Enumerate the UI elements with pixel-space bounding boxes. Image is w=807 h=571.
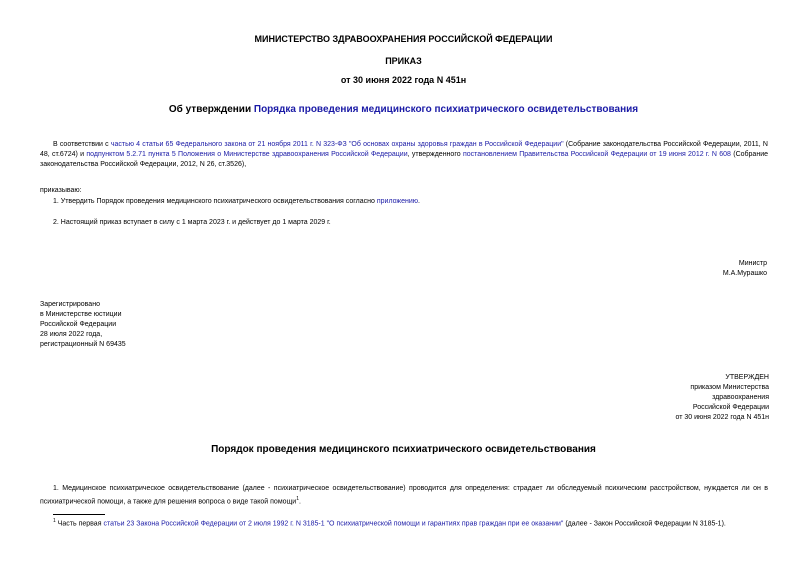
preamble-text-3: , утвержденного (407, 151, 463, 158)
preamble-text-1: В соответствии с (53, 141, 111, 148)
signer-name: М.А.Мурашко (722, 270, 767, 277)
ministry-title: МИНИСТЕРСТВО ЗДРАВООХРАНЕНИЯ РОССИЙСКОЙ ФЕДЕРАЦИИ (254, 34, 553, 44)
footnote-mark: 1 (53, 518, 56, 524)
order-word: приказываю: (40, 187, 82, 194)
preamble-text-2: (Собрание законодательства Российской Федерации, 2011, N 48, ст.6724) и (40, 141, 768, 158)
procedure-paragraph-1-end: . (298, 498, 301, 506)
approval-line-2: приказом Министерства (690, 384, 769, 391)
signer-title: Министр (738, 260, 767, 267)
order-item-1-text: 1. Утвердить Порядок проведения медицинского психиатрического освидетельствования согласно (53, 198, 377, 205)
preamble-link-resolution-608[interactable]: постановлением Правительства Российской Федерации от 19 июня 2012 г. N 608 (462, 151, 731, 158)
order-procedure-title: Порядок проведения медицинского психиатрического освидетельствования (211, 444, 596, 455)
footnote-text-2: (далее - Закон Российской Федерации N 3185-1). (563, 520, 726, 528)
approval-block (569, 373, 769, 423)
order-item-1 (53, 197, 420, 207)
approval-line-1: УТВЕРЖДЕН (725, 374, 769, 381)
approval-line-3: здравоохранения (712, 394, 769, 401)
registration-block (40, 300, 240, 350)
doc-subject-prefix: Об утверждении (168, 104, 254, 115)
preamble-text-4: (Собрание законодательства Российской Федерации, 2012, N 26, ст.3526), (40, 151, 768, 168)
footnote-divider (53, 514, 105, 515)
doc-date-number: от 30 июня 2022 года N 451н (340, 75, 467, 85)
preamble-paragraph (40, 140, 768, 170)
footnote-ref[interactable]: 1 (296, 496, 299, 502)
preamble-link-regulation[interactable]: подпунктом 5.2.71 пункта 5 Положения о Министерстве здравоохранения Российской Федерации (86, 151, 408, 158)
registration-line-3: Российской Федерации (40, 321, 117, 328)
registration-line-1: Зарегистрировано (40, 301, 100, 308)
approval-line-4: Российской Федерации (692, 404, 769, 411)
preamble-link-law-323[interactable]: частью 4 статьи 65 Федерального закона от 21 ноября 2011 г. N 323-ФЗ "Об основах охраны здоровья граждан в Российской Федерации" (110, 141, 564, 148)
procedure-paragraph-1-text: 1. Медицинское психиатрическое освидетельствование (далее - психиатрическое освидетельствование) проводится для определения: страдает ли обследуемый психическим расстройством, нуждается ли он в психиатрической помощи, а также для решения вопроса о виде такой помощи (40, 485, 768, 506)
registration-line-2: в Министерстве юстиции (40, 311, 122, 318)
doc-subject-link[interactable]: Порядка проведения медицинского психиатрического освидетельствования (253, 104, 639, 115)
registration-line-5: регистрационный N 69435 (40, 341, 126, 348)
order-item-1-end: . (418, 198, 420, 205)
doc-type: ПРИКАЗ (385, 56, 422, 66)
doc-subject (0, 104, 807, 115)
footnote-text-1: Часть первая (55, 520, 104, 528)
footnote (53, 516, 768, 529)
order-item-2: 2. Настоящий приказ вступает в силу с 1 марта 2023 г. и действует до 1 марта 2029 г. (53, 219, 331, 226)
footnote-law-link[interactable]: статьи 23 Закона Российской Федерации от 2 июля 1992 г. N 3185-1 "О психиатрической помощи и гарантиях прав граждан при ее оказании" (103, 520, 564, 528)
registration-line-4: 28 июля 2022 года, (40, 331, 103, 338)
procedure-paragraph-1 (40, 484, 768, 507)
approval-line-5: от 30 июня 2022 года N 451н (675, 414, 769, 421)
appendix-link[interactable]: приложению (376, 198, 419, 205)
